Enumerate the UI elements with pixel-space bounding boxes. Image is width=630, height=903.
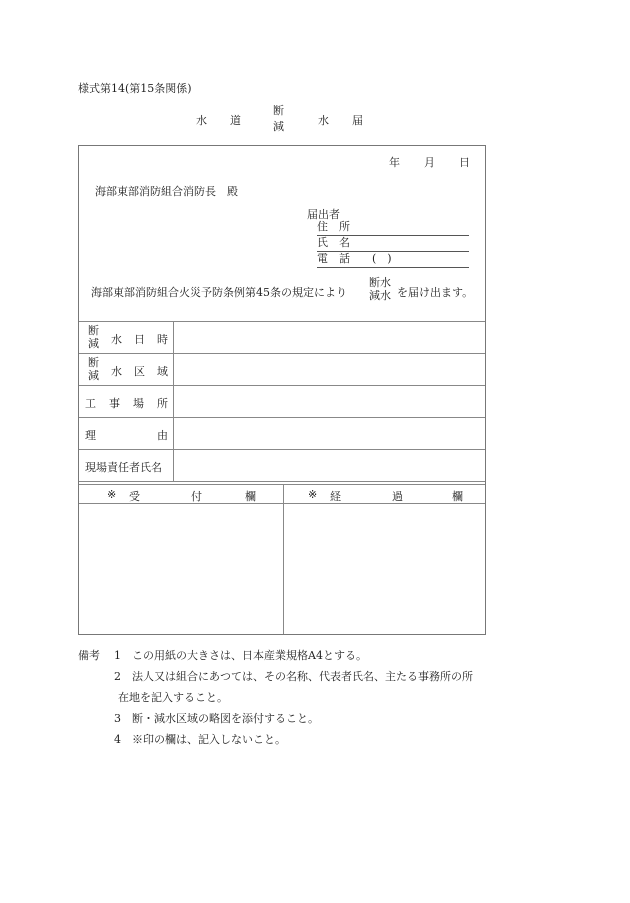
row-label-site-manager: 現場責任者氏名 <box>85 461 162 474</box>
title-char: 届 <box>352 114 363 127</box>
input-reason[interactable] <box>174 418 485 449</box>
progress-area <box>284 504 485 634</box>
remarks: 備考 1 この用紙の大きさは、日本産業規格A4とする。 2 法人又は組合にあつては、その名称、代表者氏名、主たる事務所の所 在地を記入すること。 3 断・減水区域の略図を添付すること。 4 ※印の欄は、記入しないこと。 <box>78 645 100 750</box>
input-site-manager[interactable] <box>174 450 485 481</box>
remark-item: 法人又は組合にあつては、その名称、代表者氏名、主たる事務所の所 <box>132 670 473 683</box>
statement-option: 断水 減水 <box>369 276 391 302</box>
progress-header: ※ 経 過 欄 <box>308 488 463 503</box>
remark-item: この用紙の大きさは、日本産業規格A4とする。 <box>132 649 367 662</box>
addressee: 海部東部消防組合消防長 殿 <box>95 185 238 198</box>
address-field[interactable]: 住 所 <box>317 220 469 236</box>
title-char: 道 <box>230 114 241 127</box>
title-alternative <box>273 103 284 135</box>
name-field[interactable]: 氏 名 <box>317 236 469 252</box>
row-label-construction-site: 工 事 場 所 <box>85 397 168 410</box>
title-char: 水 <box>196 114 207 127</box>
reception-header: ※ 受 付 欄 <box>107 488 256 503</box>
applicant-label: 届出者 <box>307 208 340 221</box>
date-month[interactable]: 月 <box>424 156 435 169</box>
row-label-suspension-datetime: 断 減 水 日 時 <box>88 324 168 350</box>
row-label-reason: 理 由 <box>85 429 168 442</box>
date-year[interactable]: 年 <box>389 156 400 169</box>
row-label-suspension-area: 断 減 水 区 域 <box>88 356 168 382</box>
input-suspension-datetime[interactable] <box>174 322 485 353</box>
phone-parens: ( ) <box>372 252 392 265</box>
remark-item-cont: 在地を記入すること。 <box>118 691 228 704</box>
input-suspension-area[interactable] <box>174 354 485 385</box>
remark-item: 断・減水区域の略図を添付すること。 <box>132 712 319 725</box>
remarks-label: 備考 <box>78 649 100 662</box>
remark-item: ※印の欄は、記入しないこと。 <box>132 733 286 746</box>
phone-field[interactable]: 電 話 ( ) <box>317 252 469 268</box>
title-alt-bottom: 減 <box>273 120 284 133</box>
statement: 海部東部消防組合火災予防条例第45条の規定により 断水 減水 を届け出ます。 <box>91 276 474 302</box>
form-box <box>78 145 486 635</box>
title-alt-top: 断 <box>273 104 284 117</box>
form-number: 様式第14(第15条関係) <box>78 82 192 95</box>
input-construction-site[interactable] <box>174 386 485 417</box>
date-day[interactable]: 日 <box>459 156 470 169</box>
title-char: 水 <box>318 114 329 127</box>
reception-area <box>79 504 283 634</box>
